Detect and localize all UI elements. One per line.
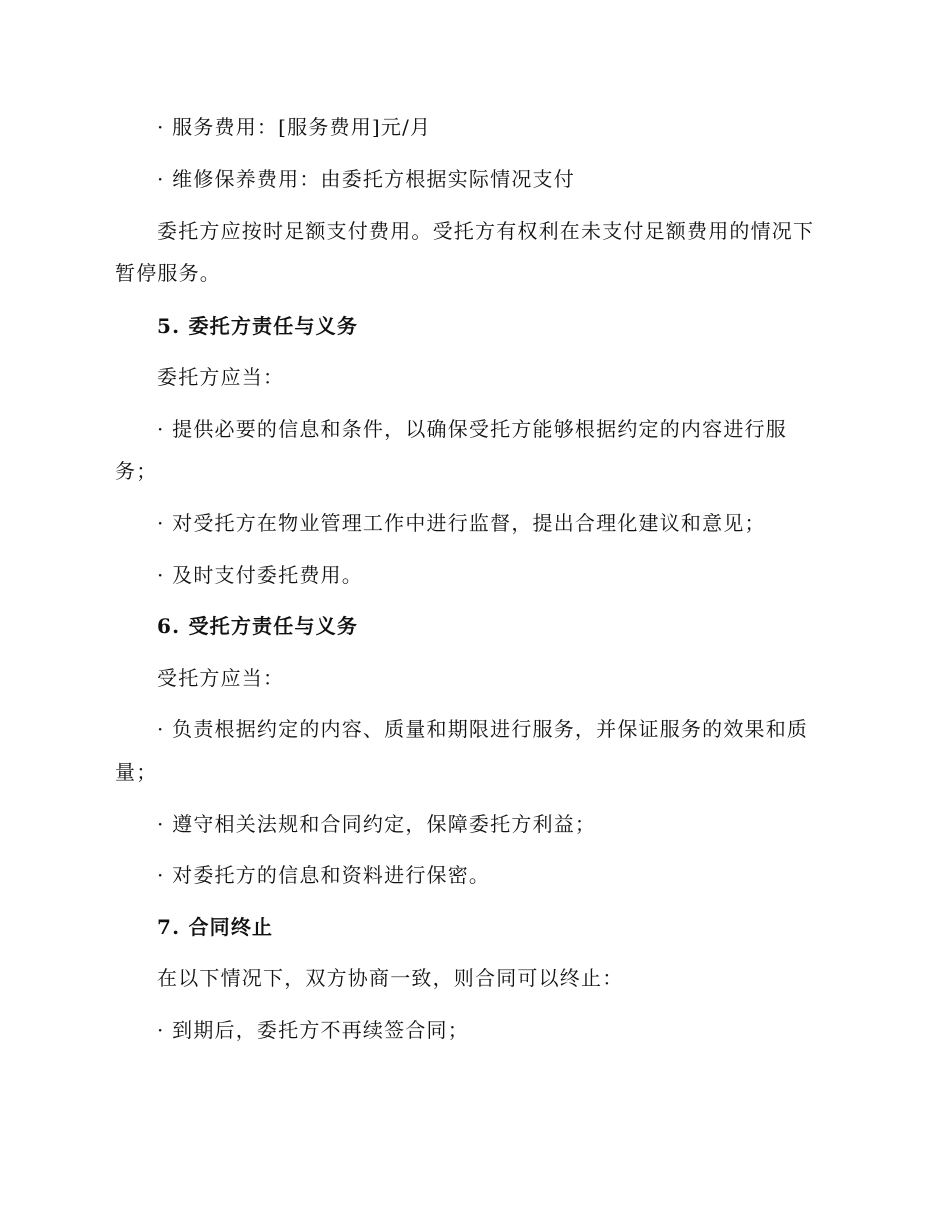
section7-intro: 在以下情况下，双方协商一致，则合同可以终止： [157, 966, 624, 990]
section6-item1-line1: · 负责根据约定的内容、质量和期限进行服务，并保证服务的效果和质 [157, 717, 809, 741]
fee-item-maintenance: · 维修保养费用：由委托方根据实际情况支付 [157, 167, 575, 191]
section6-item2: · 遵守相关法规和合同约定，保障委托方利益； [157, 812, 597, 836]
section5-title: 5. 委托方责任与义务 [157, 314, 359, 338]
section5-item1-line2: 务； [115, 459, 158, 483]
payment-note-line1: 委托方应按时足额支付费用。受托方有权利在未支付足额费用的情况下 [157, 219, 815, 243]
section6-intro: 受托方应当： [157, 666, 285, 690]
fee-item-service: · 服务费用：[服务费用]元/月 [157, 115, 432, 139]
section7-title: 7. 合同终止 [157, 915, 274, 939]
payment-note-line2: 暂停服务。 [115, 261, 221, 285]
section5-intro: 委托方应当： [157, 365, 285, 389]
section5-item2: · 对受托方在物业管理工作中进行监督，提出合理化建议和意见； [157, 511, 766, 535]
section7-item1: · 到期后，委托方不再续签合同； [157, 1018, 469, 1042]
section5-item3: · 及时支付委托费用。 [157, 563, 363, 587]
section5-item1-line1: · 提供必要的信息和条件，以确保受托方能够根据约定的内容进行服 [157, 417, 787, 441]
section6-item3: · 对委托方的信息和资料进行保密。 [157, 863, 491, 887]
section6-item1-line2: 量； [115, 760, 158, 784]
section6-title: 6. 受托方责任与义务 [157, 614, 359, 638]
